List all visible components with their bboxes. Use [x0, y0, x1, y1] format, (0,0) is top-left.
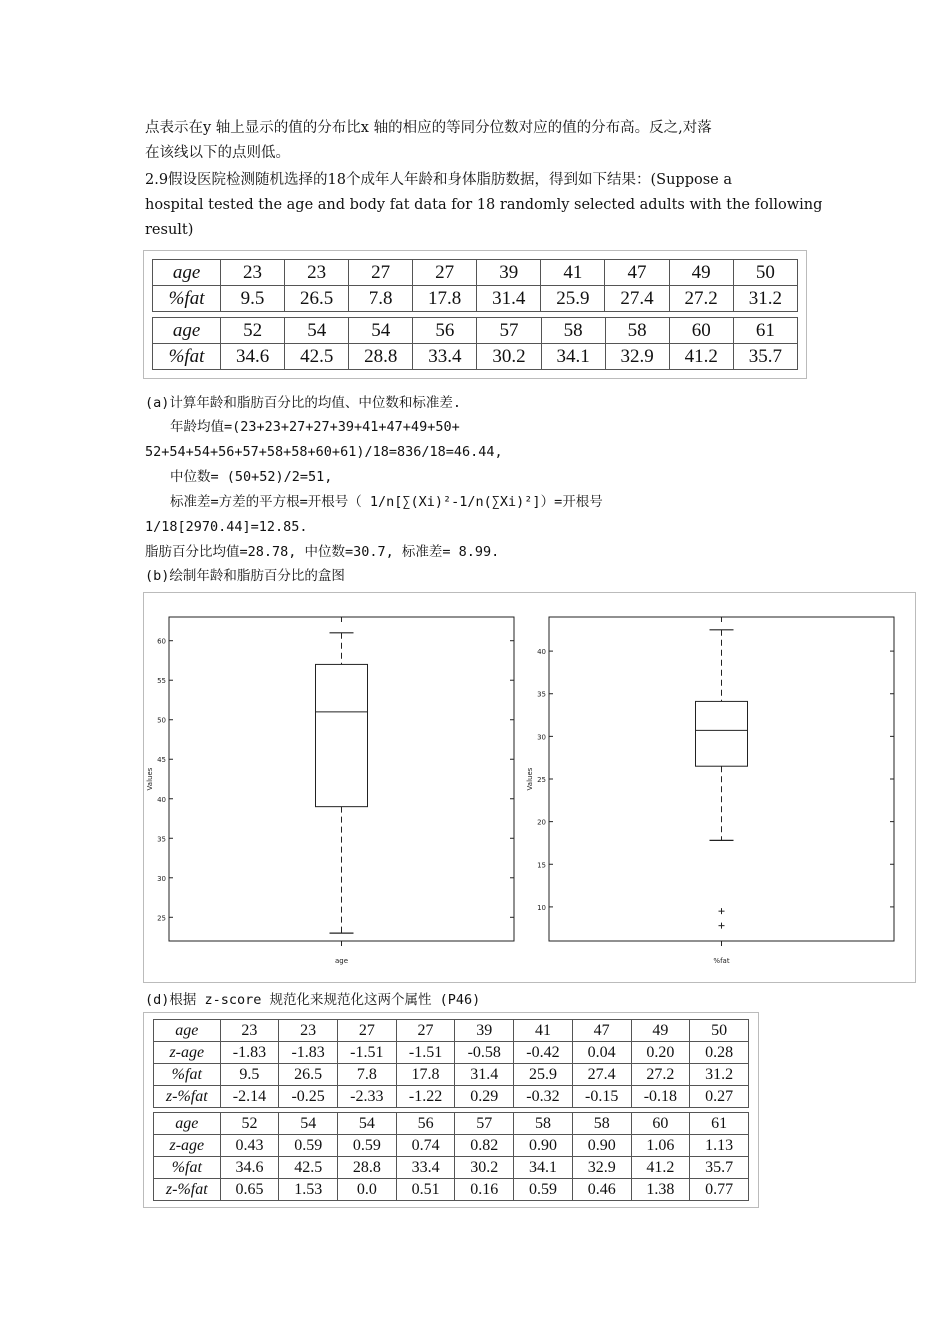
table-cell: -0.25	[279, 1086, 338, 1108]
boxplot-fat	[524, 593, 912, 980]
y-tick-label: 55	[157, 677, 166, 686]
row-label: z-%fat	[154, 1086, 221, 1108]
table-cell: 17.8	[413, 286, 477, 312]
table-cell: 60	[669, 318, 733, 344]
table-row	[153, 260, 798, 286]
table-cell: 0.46	[572, 1179, 631, 1201]
table-cell: 26.5	[279, 1064, 338, 1086]
table-cell: 41.2	[631, 1157, 690, 1179]
table-cell: -1.83	[279, 1042, 338, 1064]
table-cell: 23	[220, 1020, 279, 1042]
table-cell: -1.51	[337, 1042, 396, 1064]
part-d-heading: (d)根据 z-score 规范化来规范化这两个属性 (P46)	[145, 992, 481, 1008]
row-label: %fat	[153, 286, 221, 312]
calc-line: 年龄均值=(23+23+27+27+39+41+47+49+50+	[170, 419, 460, 435]
table-cell: 27	[396, 1020, 455, 1042]
table-cell: -2.14	[220, 1086, 279, 1108]
table-cell: 54	[338, 1113, 397, 1135]
table-cell: 28.8	[349, 344, 413, 370]
table-cell: 17.8	[396, 1064, 455, 1086]
table-cell: 60	[631, 1113, 690, 1135]
boxplot-age	[144, 593, 524, 980]
table-cell: 41	[514, 1020, 573, 1042]
row-label: %fat	[154, 1064, 221, 1086]
table-cell: 47	[605, 260, 669, 286]
table-cell: 30.2	[477, 344, 541, 370]
table-cell: 31.2	[690, 1064, 749, 1086]
table-cell: 27	[349, 260, 413, 286]
table-cell: 35.7	[690, 1157, 749, 1179]
y-tick-label: 50	[157, 716, 166, 725]
table-cell: 0.20	[631, 1042, 690, 1064]
table-cell: 1.53	[279, 1179, 338, 1201]
paragraph-line: 点表示在y 轴上显示的值的分布比x 轴的相应的等同分位数对应的值的分布高。反之,对落	[145, 120, 712, 136]
table-cell: 35.7	[733, 344, 797, 370]
y-tick-label: 20	[537, 818, 546, 827]
table-cell: 58	[514, 1113, 573, 1135]
table-cell: 7.8	[349, 286, 413, 312]
table-cell: 33.4	[396, 1157, 455, 1179]
table-row	[154, 1086, 749, 1108]
table-cell: 58	[572, 1113, 631, 1135]
table-cell: 32.9	[572, 1157, 631, 1179]
calc-line: 脂肪百分比均值=28.78, 中位数=30.7, 标准差= 8.99.	[145, 544, 500, 560]
table-cell: 32.9	[605, 344, 669, 370]
table-cell: 39	[455, 1020, 514, 1042]
table-cell: 25.9	[514, 1064, 573, 1086]
table-cell: 61	[690, 1113, 749, 1135]
y-tick-label: 60	[157, 637, 166, 646]
table-cell: 0.65	[220, 1179, 279, 1201]
table-cell: 1.13	[690, 1135, 749, 1157]
y-tick-label: 15	[537, 861, 546, 870]
table-cell: 23	[279, 1020, 338, 1042]
table-cell: -0.15	[572, 1086, 631, 1108]
table-cell: 0.59	[279, 1135, 338, 1157]
table-cell: -1.83	[220, 1042, 279, 1064]
row-label: z-%fat	[154, 1179, 221, 1201]
table-cell: 1.38	[631, 1179, 690, 1201]
part-a-heading: (a)计算年龄和脂肪百分比的均值、中位数和标准差.	[145, 395, 462, 411]
y-axis-label: Values	[146, 767, 154, 791]
table-row	[154, 1020, 749, 1042]
paragraph-line: hospital tested the age and body fat data for 18 randomly selected adults with the following	[145, 197, 823, 213]
y-tick-label: 10	[537, 903, 546, 912]
data-table-top	[152, 259, 798, 312]
table-cell: -0.58	[455, 1042, 514, 1064]
table-cell: 25.9	[541, 286, 605, 312]
y-tick-label: 25	[157, 914, 166, 923]
calc-line: 中位数= (50+52)/2=51,	[170, 469, 333, 485]
table-cell: 0.90	[572, 1135, 631, 1157]
table-cell: -0.42	[514, 1042, 573, 1064]
question-heading: 2.9假设医院检测随机选择的18个成年人年龄和身体脂肪数据，得到如下结果：(Suppose a	[145, 172, 733, 188]
table-cell: 7.8	[337, 1064, 396, 1086]
table-cell: 0.28	[690, 1042, 749, 1064]
y-tick-label: 40	[537, 648, 546, 657]
table-cell: 41	[541, 260, 605, 286]
table-cell: 27.2	[669, 286, 733, 312]
table-cell: 49	[631, 1020, 690, 1042]
table-cell: 0.0	[338, 1179, 397, 1201]
table-cell: 9.5	[220, 1064, 279, 1086]
paragraph-line: result)	[145, 222, 194, 238]
table-cell: 54	[349, 318, 413, 344]
table-cell: 39	[477, 260, 541, 286]
table-cell: 0.82	[455, 1135, 514, 1157]
table-cell: 34.1	[541, 344, 605, 370]
table-cell: 26.5	[285, 286, 349, 312]
table-cell: 52	[220, 1113, 279, 1135]
table-cell: 0.59	[338, 1135, 397, 1157]
table-cell: 57	[455, 1113, 514, 1135]
table-cell: 0.74	[396, 1135, 455, 1157]
table-cell: 50	[690, 1020, 749, 1042]
zscore-table-top	[153, 1019, 749, 1108]
table-cell: -1.51	[396, 1042, 455, 1064]
table-cell: 42.5	[285, 344, 349, 370]
table-cell: 41.2	[669, 344, 733, 370]
table-row	[153, 318, 798, 344]
row-label: z-age	[154, 1042, 221, 1064]
table-cell: 52	[221, 318, 285, 344]
table-cell: 27.4	[605, 286, 669, 312]
y-tick-label: 45	[157, 756, 166, 765]
table-cell: 50	[733, 260, 797, 286]
part-b-heading: (b)绘制年龄和脂肪百分比的盒图	[145, 568, 345, 584]
row-label: age	[154, 1113, 221, 1135]
table-cell: 34.1	[514, 1157, 573, 1179]
table-cell: 27.2	[631, 1064, 690, 1086]
row-label: age	[153, 260, 221, 286]
row-label: %fat	[153, 344, 221, 370]
table-row	[154, 1113, 749, 1135]
table-row	[154, 1064, 749, 1086]
table-cell: -1.22	[396, 1086, 455, 1108]
table-cell: 0.43	[220, 1135, 279, 1157]
y-tick-label: 35	[157, 835, 166, 844]
table-cell: 34.6	[220, 1157, 279, 1179]
table-cell: 23	[221, 260, 285, 286]
table-cell: 9.5	[221, 286, 285, 312]
table-cell: 33.4	[413, 344, 477, 370]
table-row	[154, 1157, 749, 1179]
table-row	[154, 1179, 749, 1201]
y-tick-label: 30	[537, 733, 546, 742]
table-cell: 28.8	[338, 1157, 397, 1179]
calc-line: 52+54+54+56+57+58+58+60+61)/18=836/18=46.44,	[145, 444, 503, 460]
data-table-bottom	[152, 317, 798, 370]
row-label: age	[154, 1020, 221, 1042]
table-cell: 31.2	[733, 286, 797, 312]
table-cell: 0.59	[514, 1179, 573, 1201]
table-cell: 0.29	[455, 1086, 514, 1108]
table-cell: -0.32	[514, 1086, 573, 1108]
table-cell: 0.77	[690, 1179, 749, 1201]
table-cell: 56	[396, 1113, 455, 1135]
x-category-label: %fat	[713, 957, 730, 965]
table-cell: 31.4	[455, 1064, 514, 1086]
table-cell: -2.33	[337, 1086, 396, 1108]
table-cell: 27	[413, 260, 477, 286]
table-cell: 34.6	[221, 344, 285, 370]
calc-line: 1/18[2970.44]=12.85.	[145, 519, 308, 535]
table-cell: 49	[669, 260, 733, 286]
table-cell: 0.16	[455, 1179, 514, 1201]
table-cell: -0.18	[631, 1086, 690, 1108]
table-row	[154, 1135, 749, 1157]
y-tick-label: 40	[157, 795, 166, 804]
table-cell: 0.51	[396, 1179, 455, 1201]
table-cell: 0.04	[572, 1042, 631, 1064]
table-cell: 23	[285, 260, 349, 286]
table-row	[153, 344, 798, 370]
y-tick-label: 35	[537, 690, 546, 699]
table-cell: 31.4	[477, 286, 541, 312]
y-tick-label: 25	[537, 776, 546, 784]
table-cell: 57	[477, 318, 541, 344]
paragraph-line: 在该线以下的点则低。	[145, 145, 290, 161]
table-cell: 27.4	[572, 1064, 631, 1086]
row-label: age	[153, 318, 221, 344]
table-cell: 54	[279, 1113, 338, 1135]
table-cell: 61	[733, 318, 797, 344]
table-cell: 1.06	[631, 1135, 690, 1157]
table-cell: 58	[541, 318, 605, 344]
table-cell: 30.2	[455, 1157, 514, 1179]
table-cell: 47	[572, 1020, 631, 1042]
table-cell: 42.5	[279, 1157, 338, 1179]
y-axis-label: Values	[526, 767, 534, 791]
table-cell: 54	[285, 318, 349, 344]
table-cell: 58	[605, 318, 669, 344]
iqr-box	[316, 664, 368, 806]
table-cell: 27	[337, 1020, 396, 1042]
row-label: %fat	[154, 1157, 221, 1179]
table-row	[154, 1042, 749, 1064]
zscore-table-bottom	[153, 1112, 749, 1201]
row-label: z-age	[154, 1135, 221, 1157]
table-cell: 0.90	[514, 1135, 573, 1157]
x-category-label: age	[334, 957, 349, 965]
table-cell: 0.27	[690, 1086, 749, 1108]
y-tick-label: 30	[157, 874, 166, 883]
table-cell: 56	[413, 318, 477, 344]
calc-line: 标准差=方差的平方根=开根号（ 1/n[∑(Xi)²-1/n(∑Xi)²]）=开根号	[170, 494, 603, 510]
table-row	[153, 286, 798, 312]
iqr-box	[696, 701, 748, 766]
